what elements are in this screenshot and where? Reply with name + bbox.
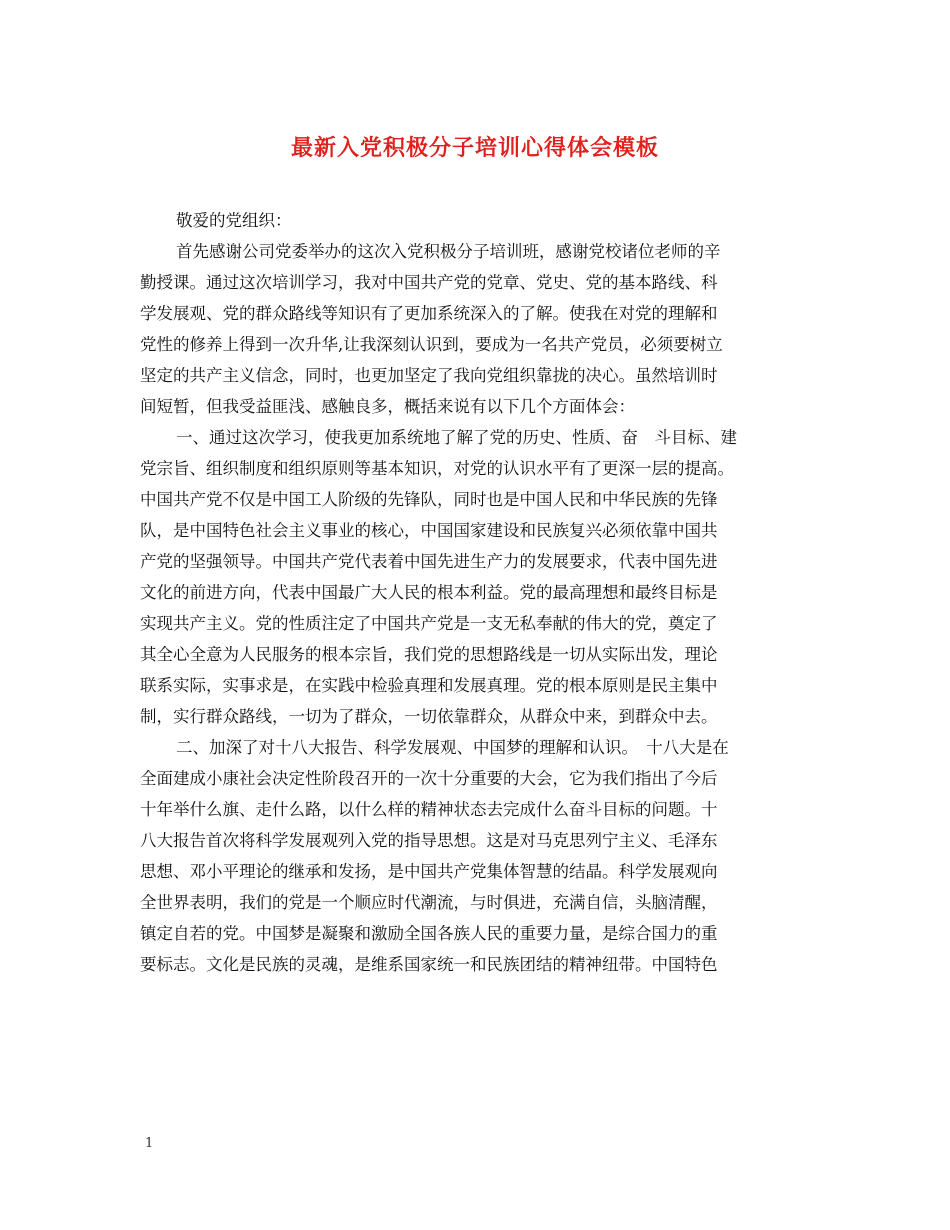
text-line: 镇定自若的党。中国梦是凝聚和激励全国各族人民的重要力量，是综合国力的重 [140, 924, 718, 943]
text-line: 一、通过这次学习，使我更加系统地了解了党的历史、性质、奋 斗目标、建 [176, 428, 737, 447]
text-line: 中国共产党不仅是中国工人阶级的先锋队，同时也是中国人民和中华民族的先锋 [140, 490, 718, 509]
text-line: 敬爱的党组织： [176, 211, 292, 230]
text-line: 间短暂，但我受益匪浅、感触良多，概括来说有以下几个方面体会： [140, 397, 635, 416]
text-line: 文化的前进方向，代表中国最广大人民的根本利益。党的最高理想和最终目标是 [140, 583, 718, 602]
text-line: 二、加深了对十八大报告、科学发展观、中国梦的理解和认识。 十八大是在 [176, 738, 729, 757]
text-line: 联系实际，实事求是，在实践中检验真理和发展真理。党的根本原则是民主集中 [140, 676, 718, 695]
text-line: 十年举什么旗、走什么路，以什么样的精神状态去完成什么奋斗目标的问题。十 [140, 800, 718, 819]
text-line: 其全心全意为人民服务的根本宗旨，我们党的思想路线是一切从实际出发，理论 [140, 645, 718, 664]
text-line: 产党的坚强领导。中国共产党代表着中国先进生产力的发展要求，代表中国先进 [140, 552, 718, 571]
page-number: 1 [145, 1136, 154, 1151]
text-line: 首先感谢公司党委举办的这次入党积极分子培训班，感谢党校诸位老师的辛 [176, 242, 721, 261]
text-line: 党宗旨、组织制度和组织原则等基本知识，对党的认识水平有了更深一层的提高。 [140, 459, 734, 478]
text-line: 全面建成小康社会决定性阶段召开的一次十分重要的大会，它为我们指出了今后 [140, 769, 718, 788]
text-line: 党性的修养上得到一次升华,让我深刻认识到，要成为一名共产党员，必须要树立 [140, 335, 723, 354]
text-line: 制，实行群众路线，一切为了群众，一切依靠群众，从群众中来，到群众中去。 [140, 707, 718, 726]
text-line: 实现共产主义。党的性质注定了中国共产党是一支无私奉献的伟大的党，奠定了 [140, 614, 718, 633]
document-title: 最新入党积极分子培训心得体会模板 [290, 135, 659, 161]
text-line: 坚定的共产主义信念，同时，也更加坚定了我向党组织靠拢的决心。虽然培训时 [140, 366, 718, 385]
text-line: 思想、邓小平理论的继承和发扬，是中国共产党集体智慧的结晶。科学发展观向 [140, 862, 718, 881]
text-line: 勤授课。通过这次培训学习，我对中国共产党的党章、党史、党的基本路线、科 [140, 273, 718, 292]
text-line: 学发展观、党的群众路线等知识有了更加系统深入的了解。使我在对党的理解和 [140, 304, 718, 323]
text-line: 队，是中国特色社会主义事业的核心，中国国家建设和民族复兴必须依靠中国共 [140, 521, 718, 540]
text-line: 要标志。文化是民族的灵魂，是维系国家统一和民族团结的精神纽带。中国特色 [140, 955, 718, 974]
text-line: 全世界表明，我们的党是一个顺应时代潮流，与时俱进，充满自信，头脑清醒， [140, 893, 718, 912]
text-line: 八大报告首次将科学发展观列入党的指导思想。这是对马克思列宁主义、毛泽东 [140, 831, 718, 850]
document-body [140, 205, 810, 980]
